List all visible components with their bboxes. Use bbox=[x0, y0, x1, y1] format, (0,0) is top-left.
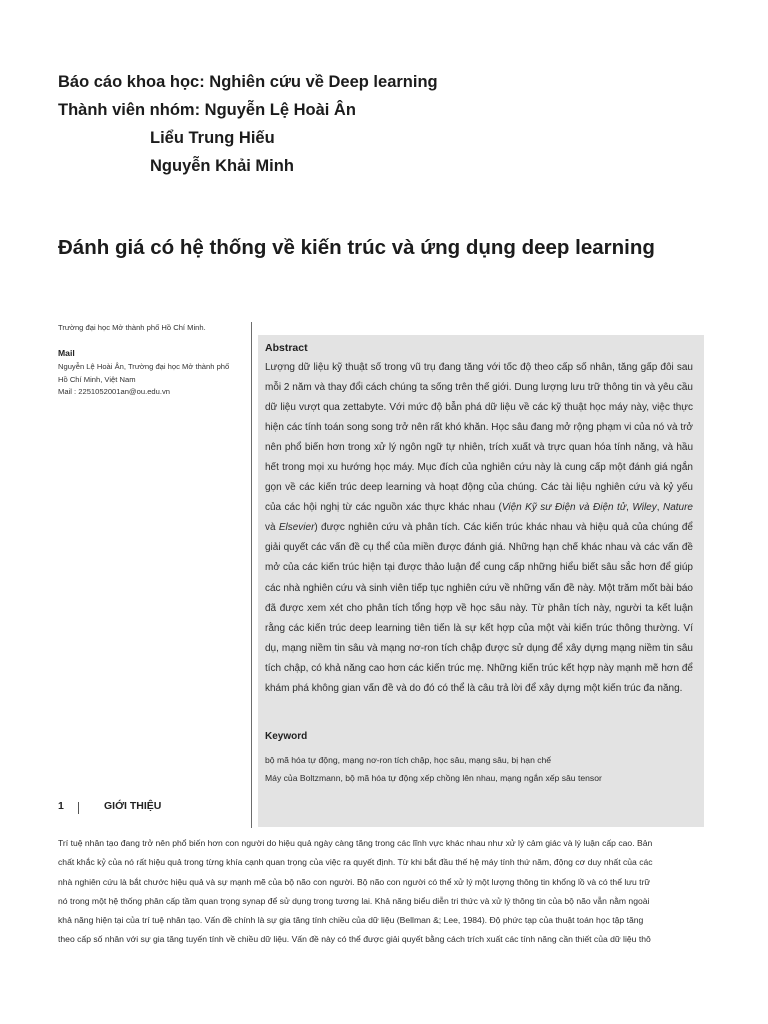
section-title: GIỚI THIỆU bbox=[104, 800, 162, 812]
abstract-text bbox=[265, 358, 693, 699]
intro-line: nhà nghiên cứu là bắt chước hiệu quả và sự mạnh mẽ của bộ não con người. Bộ não con người có thể xử lý một lượng thông tin khổng lồ và có thể lưu trữ bbox=[58, 876, 651, 887]
keywords-line: Máy của Boltzmann, bộ mã hóa tự động xếp chồng lên nhau, mạng ngắn xếp sâu tensor bbox=[265, 773, 602, 783]
abstract-italic-source: Elsevier bbox=[278, 522, 315, 534]
intro-line: chất khắc kỷ của nó rất hiệu quả trong từng khía cạnh quan trọng của việc ra quyết định. Từ khi bắt đầu thế hệ máy tính thứ năm, động cơ duy nhất của các bbox=[58, 857, 653, 868]
member-name: Liểu Trung Hiếu bbox=[150, 129, 275, 147]
intro-line: theo cấp số nhân với sự gia tăng tuyến tính về chiều dữ liệu. Vấn đề này có thể được giải quyết bằng cách trích xuất các tính năng cần thiết của dữ liệu thô bbox=[58, 934, 651, 945]
affiliation-mail-title: Mail bbox=[58, 348, 75, 358]
affiliation-institution: Trường đại học Mở thành phố Hồ Chí Minh. bbox=[58, 323, 206, 332]
abstract-italic-source: Nature bbox=[662, 502, 693, 514]
intro-line: Trí tuệ nhân tạo đang trở nên phổ biến hơn con người do hiệu quả ngày càng tăng trong các lĩnh vực khác nhau như xử lý cảm giác và lý luận cấp cao. Bản bbox=[58, 838, 653, 848]
affiliation-details bbox=[58, 361, 248, 399]
column-divider bbox=[251, 322, 252, 828]
report-header bbox=[58, 68, 438, 180]
member-name: Nguyễn Khải Minh bbox=[150, 157, 294, 175]
keywords-title: Keyword bbox=[265, 731, 308, 742]
affiliation-line: Hồ Chí Minh, Việt Nam bbox=[58, 374, 136, 384]
abstract-text-part: ) được nghiên cứu và phân tích. Các kiến trúc khác nhau và hiệu quả của chúng để giải quyết các vấn đề cụ thể của miền được đánh giá. Những hạn chế khác nhau và các vấn đề mở của các kiến trúc hiện tại được thảo luận để cung cấp những hiểu biết sâu sắc hơn để giúp các nhà nghiên cứu và sinh viên tiếp tục nghiên cứu về những vấn đề này. Một trăm mốt bài báo đã được xem xét cho phân tích tổng hợp về học sâu này. Từ phân tích này, người ta kết luận rằng các kiến trúc deep learning tiên tiến là sự kết hợp của một vài kiến trúc thông thường. Ví dụ, mạng niềm tin sâu và mạng nơ-ron tích chập được sử dụng để xây dựng mạng niềm tin sâu tích chập, có khả năng cao hơn các kiến trúc mẹ. Những kiến trúc kết hợp này mạnh mẽ hơn để khám phá không gian vấn đề và do đó có thể là câu trả lời để xây dựng một kiến trúc đa năng. bbox=[265, 522, 693, 694]
section-divider bbox=[78, 802, 79, 814]
intro-line: nó trong một hệ thống phân cấp tầm quan trọng synap để sử dụng trong tương lai. Khả năng biểu diễn tri thức và xử lý thông tin của bộ não vẫn nằm ngoài bbox=[58, 895, 650, 906]
members-line: Thành viên nhóm: Nguyễn Lệ Hoài Ân bbox=[58, 101, 356, 119]
abstract-separator: , bbox=[656, 502, 663, 514]
keywords-line: bộ mã hóa tự động, mạng nơ-ron tích chập, học sâu, mạng sâu, bị hạn chế bbox=[265, 755, 552, 765]
affiliation-line: Nguyễn Lệ Hoài Ân, Trường đại học Mở thành phố bbox=[58, 362, 230, 371]
affiliation-email: Mail : 2251052001an@ou.edu.vn bbox=[58, 387, 170, 396]
abstract-separator: , bbox=[626, 502, 633, 514]
section-number: 1 bbox=[58, 800, 64, 812]
abstract-separator: và bbox=[265, 522, 279, 534]
abstract-italic-source: Viện Kỹ sư Điện và Điện tử bbox=[501, 502, 627, 514]
paper-title: Đánh giá có hệ thống về kiến trúc và ứng dụng deep learning bbox=[58, 236, 655, 259]
report-line: Báo cáo khoa học: Nghiên cứu về Deep learning bbox=[58, 73, 438, 91]
intro-paragraph bbox=[58, 834, 708, 950]
abstract-text-part: Lượng dữ liệu kỹ thuật số trong vũ trụ đang tăng với tốc độ theo cấp số nhân, tăng gấp đôi sau mỗi 2 năm và thay đổi cách chúng ta sống trên thế giới. Dung lượng lưu trữ thông tin và yêu cầu dữ liệu vượt qua zettabyte. Với mức độ bẫn phá dữ liệu về các kỹ thuật học máy này, việc thực hiện các tính toán song song trở nên rất khó khăn. Học sâu đang mở rộng phạm vi của nó và trở nên phổ biến hơn trong xử lý ngôn ngữ tự nhiên, trích xuất và trực quan hóa tính năng, và hầu hết trong mọi xu hướng học máy. Mục đích của nghiên cứu này là cung cấp một đánh giá ngắn gọn về các kiến trúc deep learning và hoạt động của chúng. Các tài liệu nghiên cứu và kỷ yếu của các hội nghị từ các nguồn xác thực khác nhau ( bbox=[265, 362, 693, 514]
intro-line: khả năng hiện tại của trí tuệ nhân tạo. Vấn đề chính là sự gia tăng tính chiều của dữ liệu (Bellman &; Lee, 1984). Độ phức tạp của thuật toán học tập tăng bbox=[58, 915, 644, 926]
abstract-title: Abstract bbox=[265, 342, 308, 354]
abstract-italic-source: Wiley bbox=[632, 502, 657, 514]
